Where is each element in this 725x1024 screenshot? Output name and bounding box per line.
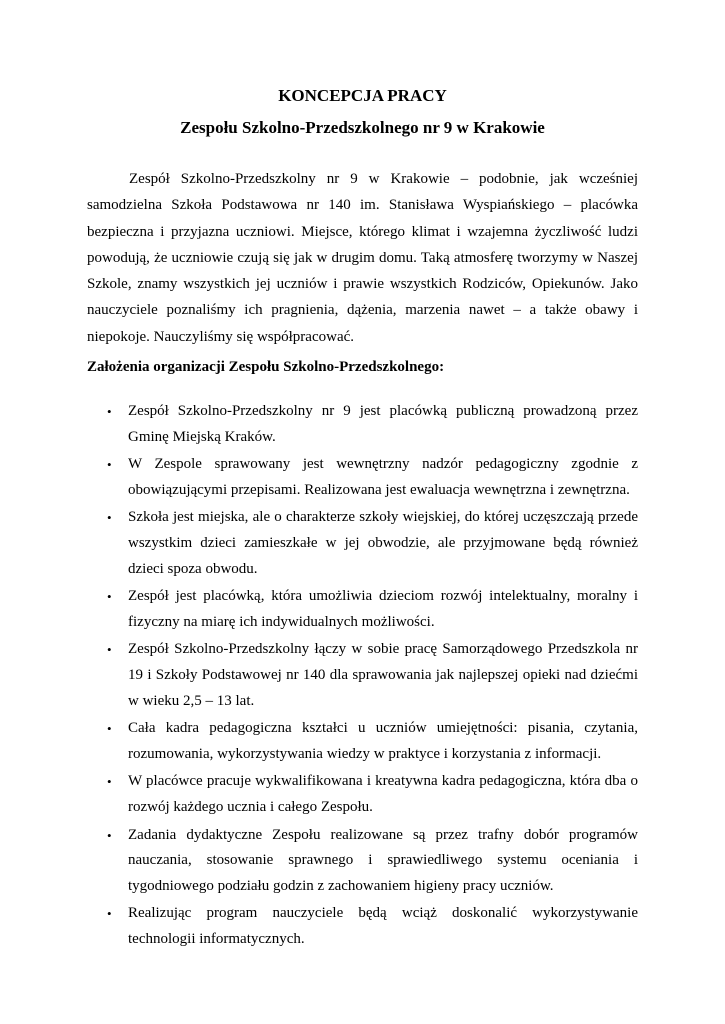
bullet-icon: • — [107, 906, 112, 922]
section-heading: Założenia organizacji Zespołu Szkolno-Przedszkolnego: — [87, 359, 445, 375]
list-item-text: Realizując program nauczyciele będą wciąż doskonalić wykorzystywanie technologii informatycznych. — [128, 905, 638, 947]
bullet-icon: • — [107, 827, 112, 843]
list-item-text: Zespół Szkolno-Przedszkolny nr 9 jest placówką publiczną prowadzoną przez Gminę Miejską Kraków. — [128, 403, 638, 445]
list-item-text: Zespół Szkolno-Przedszkolny łączy w sobie pracę Samorządowego Przedszkola nr 19 i Szkoły Podstawowej nr 140 dla sprawowania jak najlepszej opieki nad dziećmi w wieku 2,5 – 13 lat. — [128, 641, 638, 709]
list-item-text: Zespół jest placówką, która umożliwia dzieciom rozwój intelektualny, moralny i fizyczny na miarę ich indywidualnych możliwości. — [128, 588, 638, 630]
list-item-text: W placówce pracuje wykwalifikowana i kreatywna kadra pedagogiczna, która dba o rozwój każdego ucznia i całego Zespołu. — [128, 773, 638, 815]
list-item — [87, 901, 638, 952]
bullet-icon: • — [107, 774, 112, 790]
list-item-text: Cała kadra pedagogiczna kształci u uczniów umiejętności: pisania, czytania, rozumowania, wykorzystywania wiedzy w praktyce i korzystania z informacji. — [128, 720, 638, 762]
intro-paragraph: Zespół Szkolno-Przedszkolny nr 9 w Krakowie – podobnie, jak wcześniej samodzielna Szkoła Podstawowa nr 140 im. Stanisława Wyspiańskiego – placówka bezpieczna i przyjazna uczniowi. Miejsce, którego klimat i wzajemna życzliwość ludzi powodują, że uczniowie czują się jak w drugim domu. Taką atmosferę tworzymy w Naszej Szkole, znamy wszystkich jej uczniów i prawie wszystkich Rodziców, Opiekunów. Jako nauczyciele poznaliśmy ich pragnienia, dążenia, marzenia nawet – a także obawy i niepokoje. Nauczyliśmy się współpracować. — [87, 171, 638, 345]
list-item — [87, 399, 638, 450]
list-item — [87, 452, 638, 503]
list-item-text: Szkoła jest miejska, ale o charakterze szkoły wiejskiej, do której uczęszczają przede wszystkim dzieci zamieszkałe w jej obwodzie, ale przyjmowane będą również dzieci spoza obwodu. — [128, 509, 638, 577]
list-item — [87, 823, 638, 900]
list-item-text: Zadania dydaktyczne Zespołu realizowane są przez trafny dobór programów nauczania, stosowanie sprawnego i sprawiedliwego systemu oceniania i tygodniowego podziału godzin z zachowaniem higieny pracy uczniów. — [128, 826, 638, 894]
bullet-icon: • — [107, 589, 112, 605]
list-item — [87, 716, 638, 767]
list-item — [87, 637, 638, 714]
bullet-icon: • — [107, 404, 112, 419]
document-subtitle: Zespołu Szkolno-Przedszkolnego nr 9 w Krakowie — [180, 118, 545, 137]
bullet-icon: • — [107, 510, 112, 526]
bullet-icon: • — [107, 642, 112, 658]
list-item-text: W Zespole sprawowany jest wewnętrzny nadzór pedagogiczny zgodnie z obowiązującymi przepisami. Realizowana jest ewaluacja wewnętrzna i zewnętrzna. — [128, 456, 638, 498]
bullet-icon: • — [107, 721, 112, 737]
bullet-list — [87, 399, 638, 952]
list-item — [87, 769, 638, 820]
document-title: KONCEPCJA PRACY — [278, 86, 447, 105]
bullet-icon: • — [107, 457, 112, 473]
list-item — [87, 505, 638, 582]
list-item — [87, 584, 638, 635]
